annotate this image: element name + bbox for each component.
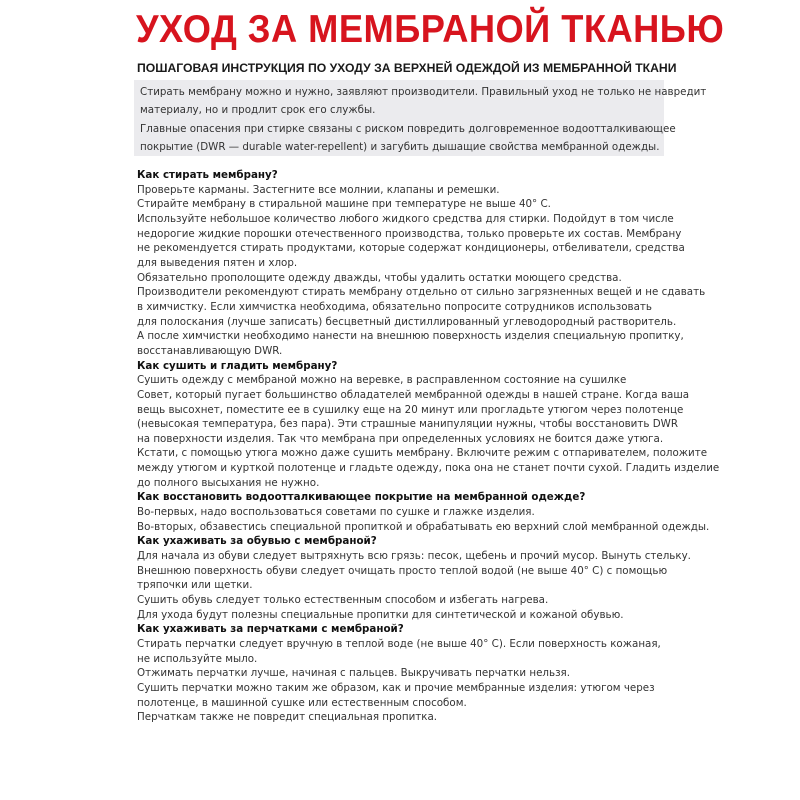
paragraph-line: Стирайте мембрану в стиральной машине при температуре не выше 40° С. bbox=[137, 198, 551, 211]
paragraph-line: Во-первых, надо воспользоваться советами по сушке и глажке изделия. bbox=[137, 506, 535, 519]
paragraph-line: между утюгом и курткой полотенце и гладьте одежду, пока она не станет почти сухой. Гладить изделие bbox=[137, 462, 720, 475]
paragraph-line: Проверьте карманы. Застегните все молнии, клапаны и ремешки. bbox=[137, 183, 500, 196]
paragraph-line: для выведения пятен и хлор. bbox=[137, 256, 298, 269]
paragraph-line: не рекомендуется стирать продуктами, которые содержат кондиционеры, отбеливатели, средства bbox=[137, 242, 685, 255]
paragraph-line: на поверхности изделия. Так что мембрана при определенных условиях не боится даже утюга. bbox=[137, 432, 664, 445]
paragraph-line: Для ухода будут полезны специальные пропитки для синтетической и кожаной обувью. bbox=[137, 608, 624, 621]
paragraph-line: вещь высохнет, поместите ее в сушилку еще на 20 минут или прогладьте утюгом через полотенце bbox=[137, 403, 684, 416]
section bbox=[137, 359, 720, 491]
paragraph-line: полотенце, в машинной сушке или естественным способом. bbox=[137, 696, 467, 709]
paragraph-line: не используйте мыло. bbox=[137, 652, 258, 665]
intro-line: Главные опасения при стирке связаны с риском повредить долговременное водоотталкивающее bbox=[140, 122, 676, 135]
section-heading: Как ухаживать за перчатками с мембраной? bbox=[137, 623, 404, 636]
section-heading: Как восстановить водоотталкивающее покрытие на мембранной одежде? bbox=[137, 491, 586, 504]
paragraph-line: Внешнюю поверхность обуви следует очищать просто теплой водой (не выше 40° С) с помощью bbox=[137, 564, 668, 577]
paragraph-line: Совет, который пугает большинство обладателей мембранной одежды в нашей стране. Когда ваша bbox=[137, 388, 690, 401]
paragraph-line: тряпочки или щетки. bbox=[137, 579, 253, 592]
paragraph-line: недорогие жидкие порошки отечественного производства, только проверьте их состав. Мембрану bbox=[137, 227, 682, 240]
paragraph-line: А после химчистки необходимо нанести на внешнюю поверхность изделия специальную пропитку, bbox=[137, 330, 684, 343]
paragraph-line: Отжимать перчатки лучше, начиная с пальцев. Выкручивать перчатки нельзя. bbox=[137, 667, 571, 680]
paragraph-line: Во-вторых, обзавестись специальной пропиткой и обрабатывать ею верхний слой мембранной одежды. bbox=[137, 520, 710, 533]
article-body bbox=[137, 168, 720, 725]
paragraph-line: Сушить перчатки можно таким же образом, как и прочие мембранные изделия: утюгом через bbox=[137, 681, 655, 694]
paragraph-line: Используйте небольшое количество любого жидкого средства для стирки. Подойдут в том числе bbox=[137, 212, 674, 225]
section bbox=[137, 622, 677, 725]
section-heading: Как стирать мембрану? bbox=[137, 169, 278, 181]
intro-line: Стирать мембрану можно и нужно, заявляют производители. Правильный уход не только не навредит bbox=[140, 86, 707, 98]
paragraph-line: Стирать перчатки следует вручную в теплой воде (не выше 40° С). Если поверхность кожаная, bbox=[137, 638, 661, 650]
paragraph-line: (невысокая температура, без пара). Эти страшные манипуляции нужны, чтобы восстановить DWR bbox=[137, 418, 678, 431]
section-heading: Как сушить и гладить мембрану? bbox=[137, 359, 338, 372]
section bbox=[137, 490, 710, 534]
page-title: УХОД ЗА МЕМБРАНОЙ ТКАНЬЮ bbox=[136, 8, 725, 51]
section bbox=[137, 168, 706, 359]
section-heading: Как ухаживать за обувью с мембраной? bbox=[137, 535, 377, 548]
section bbox=[137, 534, 691, 622]
paragraph-line: Для начала из обуви следует вытряхнуть всю грязь: песок, щебень и прочий мусор. Вынуть стельку. bbox=[137, 550, 691, 563]
paragraph-line: до полного высыхания не нужно. bbox=[137, 476, 320, 489]
intro-box bbox=[134, 80, 707, 156]
paragraph-line: Сушить одежду с мембраной можно на веревке, в расправленном состояние на сушилке bbox=[137, 374, 627, 387]
paragraph-line: Обязательно прополощите одежду дважды, чтобы удалить остатки моющего средства. bbox=[137, 271, 622, 284]
paragraph-line: восстанавливающую DWR. bbox=[137, 344, 283, 357]
paragraph-line: Перчаткам также не повредит специальная пропитка. bbox=[137, 711, 438, 724]
paragraph-line: Кстати, с помощью утюга можно даже сушить мембрану. Включите режим с отпаривателем, положите bbox=[137, 447, 708, 460]
paragraph-line: для полоскания (лучше записать) бесцветный дистиллированный углеводородный растворитель. bbox=[137, 315, 677, 328]
intro-line: материалу, но и продлит срок его службы. bbox=[140, 104, 376, 117]
paragraph-line: в химчистку. Если химчистка необходима, обязательно попросите сотрудников использовать bbox=[137, 300, 652, 313]
paragraph-line: Производители рекомендуют стирать мембрану отдельно от сильно загрязненных вещей и не сдавать bbox=[137, 286, 706, 299]
paragraph-line: Сушить обувь следует только естественным способом и избегать нагрева. bbox=[137, 594, 549, 607]
page-subtitle: ПОШАГОВАЯ ИНСТРУКЦИЯ ПО УХОДУ ЗА ВЕРХНЕЙ ОДЕЖДОЙ ИЗ МЕМБРАННОЙ ТКАНИ bbox=[137, 61, 677, 75]
intro-line: покрытие (DWR — durable water-repellent) и загубить дышащие свойства мембранной одежды. bbox=[140, 141, 660, 154]
